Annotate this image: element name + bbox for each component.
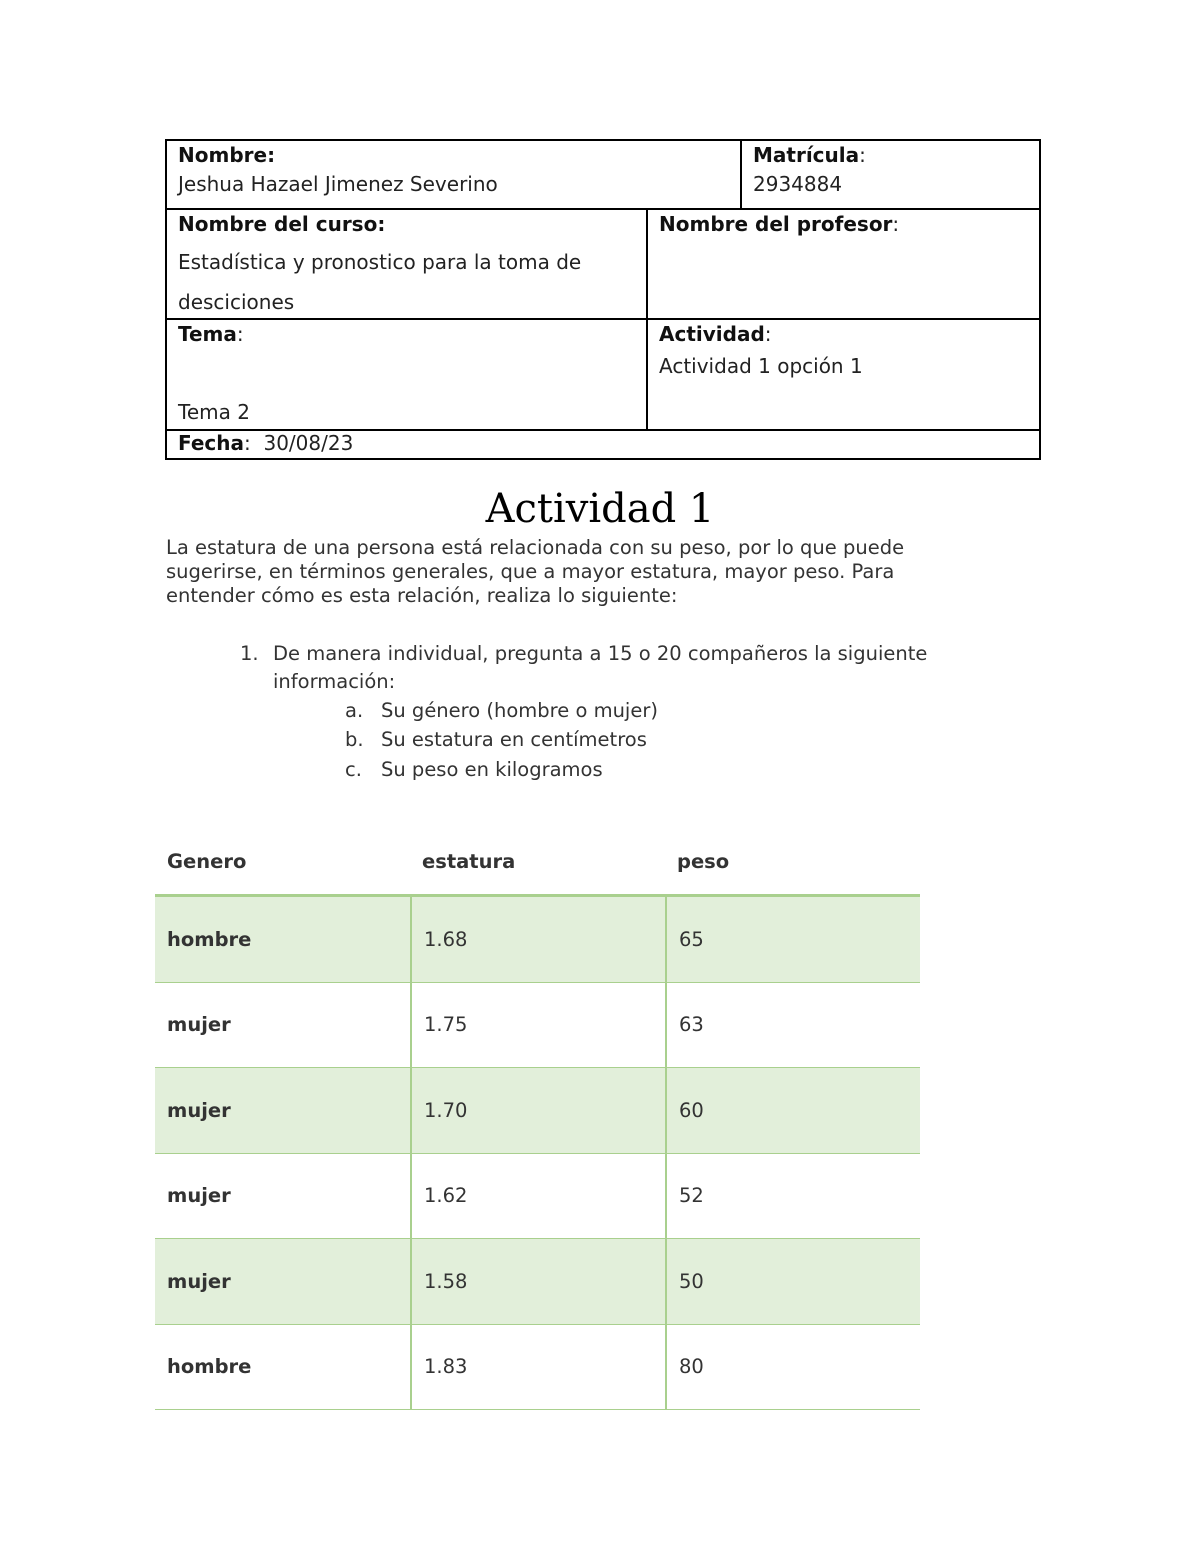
- sub-text: Su estatura en centímetros: [381, 728, 647, 751]
- document-title: Actividad 1: [485, 486, 715, 532]
- actividad-cell: [646, 320, 1039, 429]
- cell-genero: mujer: [167, 1013, 231, 1037]
- tema-colon: :: [236, 322, 244, 346]
- table-row: [155, 1239, 920, 1325]
- matricula-label: Matrícula: [753, 143, 860, 167]
- cell-peso: 52: [665, 1154, 920, 1239]
- fecha-colon: :: [244, 431, 251, 455]
- info-row-course: [167, 210, 1039, 320]
- curso-cell: [167, 210, 646, 318]
- list-number: 1.: [240, 642, 259, 665]
- cell-genero: hombre: [167, 1355, 252, 1379]
- fecha-value: 30/08/23: [263, 431, 354, 455]
- info-row-date: [167, 431, 1039, 458]
- cell-genero: mujer: [167, 1184, 231, 1208]
- cell-estatura: 1.68: [410, 897, 665, 982]
- cell-peso: 80: [665, 1325, 920, 1410]
- info-row-name: [167, 141, 1039, 210]
- cell-estatura: 1.75: [410, 983, 665, 1068]
- actividad-value: Actividad 1 opción 1: [659, 354, 863, 378]
- profesor-colon: :: [892, 212, 900, 236]
- curso-label: Nombre del curso:: [178, 212, 386, 236]
- tema-label: Tema: [178, 322, 237, 346]
- table-row: [155, 983, 920, 1069]
- cell-peso: 63: [665, 983, 920, 1068]
- nombre-cell: [167, 141, 740, 208]
- sub-letter: c.: [345, 758, 362, 781]
- cell-peso: 65: [665, 897, 920, 982]
- table-row: [155, 897, 920, 983]
- numbered-list-item: [240, 640, 1000, 696]
- cell-estatura: 1.58: [410, 1239, 665, 1324]
- info-row-topic: [167, 320, 1039, 431]
- profesor-label: Nombre del profesor: [659, 212, 893, 236]
- sub-item-gender: [345, 699, 658, 722]
- matricula-cell: [740, 141, 1039, 208]
- nombre-value: Jeshua Hazael Jimenez Severino: [178, 172, 498, 196]
- tema-cell: [167, 320, 646, 429]
- matricula-colon: :: [859, 143, 866, 167]
- matricula-value: 2934884: [753, 172, 843, 196]
- column-header-genero: Genero: [167, 849, 247, 873]
- student-info-table: [165, 139, 1041, 460]
- tema-value: Tema 2: [178, 400, 250, 424]
- sub-text: Su género (hombre o mujer): [381, 699, 658, 722]
- profesor-cell: [646, 210, 1039, 318]
- cell-estatura: 1.83: [410, 1325, 665, 1410]
- table-row: [155, 1154, 920, 1240]
- cell-peso: 50: [665, 1239, 920, 1324]
- sub-item-height: [345, 728, 647, 751]
- table-row: [155, 1068, 920, 1154]
- sub-letter: b.: [345, 728, 364, 751]
- sub-text: Su peso en kilogramos: [381, 758, 603, 781]
- curso-value: Estadística y pronostico para la toma de desciciones: [178, 250, 582, 314]
- cell-genero: hombre: [167, 927, 252, 951]
- intro-paragraph: La estatura de una persona está relacionada con su peso, por lo que puede sugerirse, en términos generales, que a mayor estatura, mayor peso. Para entender cómo es esta relación, realiza lo siguiente:: [166, 536, 905, 607]
- fecha-label: Fecha: [178, 431, 245, 455]
- cell-estatura: 1.70: [410, 1068, 665, 1153]
- cell-genero: mujer: [167, 1098, 231, 1122]
- column-header-estatura: estatura: [422, 849, 516, 873]
- table-header-row: [155, 828, 920, 897]
- cell-genero: mujer: [167, 1269, 231, 1293]
- nombre-label: Nombre:: [178, 143, 276, 167]
- column-header-peso: peso: [677, 849, 730, 873]
- sub-letter: a.: [345, 699, 364, 722]
- fecha-cell: [167, 431, 364, 458]
- actividad-label: Actividad: [659, 322, 765, 346]
- data-table: [155, 828, 920, 1410]
- cell-estatura: 1.62: [410, 1154, 665, 1239]
- table-row: [155, 1325, 920, 1411]
- sub-item-weight: [345, 758, 603, 781]
- actividad-colon: :: [764, 322, 772, 346]
- cell-peso: 60: [665, 1068, 920, 1153]
- list-text: De manera individual, pregunta a 15 o 20 compañeros la siguiente información:: [273, 642, 928, 693]
